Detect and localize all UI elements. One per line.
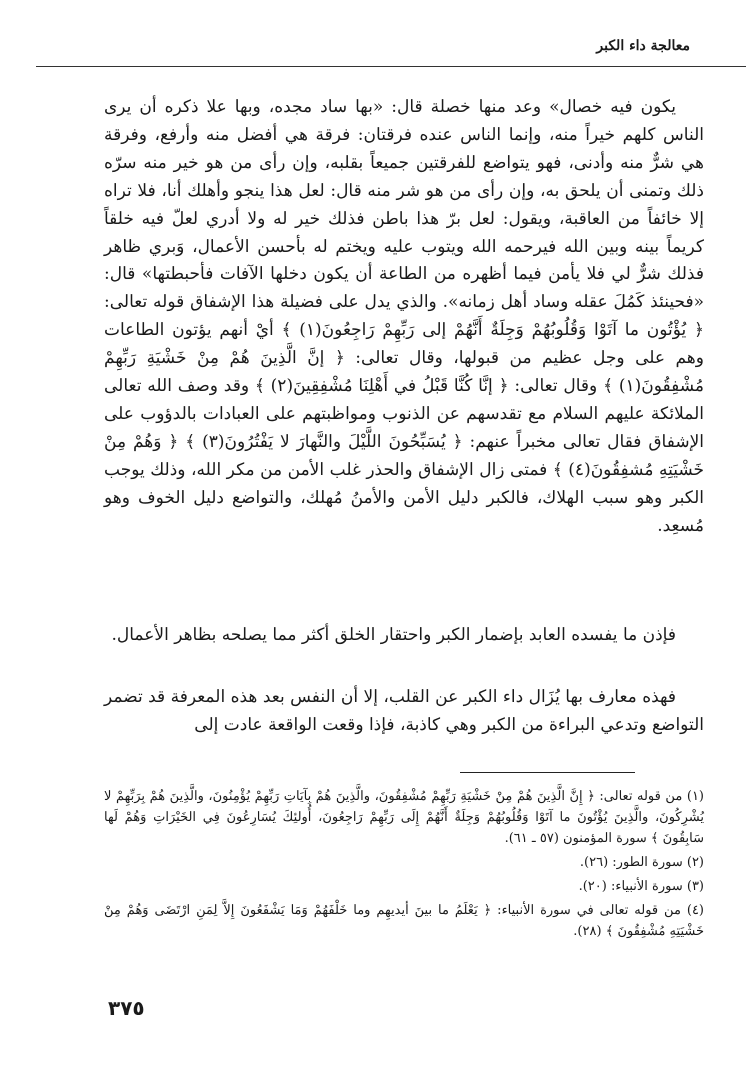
footnote-4: (٤) من قوله تعالى في سورة الأنبياء: ﴿ يَعْلَمُ ما بينَ أيديهِم وما خَلْفَهُمْ وَمَا يَشْفَعُونَ إِلاَّ لِمَنِ ارْتَضَى وَهُمْ مِنْ خَشْيَتِهِ مُشْفِقُونَ ﴾ (٢٨). — [104, 903, 704, 939]
footnote-divider — [460, 772, 635, 773]
body-paragraph-continuation — [104, 684, 704, 740]
running-title: معالجة داء الكبر — [596, 38, 690, 54]
footnote-3: (٣) سورة الأنبياء: (٢٠). — [578, 879, 704, 894]
footnote-2: (٢) سورة الطور: (٢٦). — [579, 855, 704, 870]
footnote-1: (١) من قوله تعالى: ﴿ إِنَّ الَّذِينَ هُمْ مِنْ خَشْيَةِ رَبِّهِمْ مُشْفِقُونَ، والَّذِينَ هُمْ بِآيَاتِ رَبِّهِمْ يُؤْمِنُونَ، والَّذِينَ هُمْ بِرَبِّهِمْ لا يُشْرِكُونَ، والَّذِينَ يُؤْتُونَ ما آتَوْا وَقُلُوبُهُمْ وَجِلَةٌ أَنَّهُمْ إِلَى رَبِّهِمْ رَاجِعُونَ، أُولئِكَ يُسَارِعُونَ فِي الخَيْرَاتِ وَهُمْ لَها سَابِقُونَ ﴾ سورة المؤمنون (٥٧ ـ ٦١). — [104, 789, 704, 846]
page-header — [36, 38, 746, 67]
body-paragraph-conclusion — [104, 622, 704, 650]
paragraph-text: يكون فيه خصال» وعد منها خصلة قال: «بها ساد مجده، وبها علا ذكره أن يرى الناس كلهم خيراً منه، وإنما الناس عنده فرقتان: فرقة هي أفضل منه وأرفع، وفرقة هي شرٌّ منه وأدنى، فهو يتواضع للفرقتين جميعاً بقلبه، وإن رأى من هو خير منه سرّه ذلك وتمنى أن يلحق به، وإن رأى من هو شر منه قال: لعل هذا ينجو وأهلك أنا، فلا تراه إلا خائفاً من العاقبة، ويقول: لعل برّ هذا باطن فذلك خير له ولا أدري لعلّ فيه خلقاً كريماً بينه وبين الله فيرحمه الله ويتوب عليه ويختم له بأحسن الأعمال، وَبري ظاهر فذلك شرٌّ لي فلا يأمن فيما أظهره من الطاعة أن يكون دخلها الآفات فأحبطتها» قال: «فحينئذ كَمُلَ عقله وساد أهل زمانه». والذي يدل على فضيلة هذا الإشفاق قوله تعالى: ﴿ يُؤْتُون ما آتَوْا وَقُلُوبُهُمْ وَجِلَةٌ أَنَّهُمْ إلى رَبِّهِمْ رَاجِعُونَ(١) ﴾ أيْ أنهم يؤتون الطاعات وهم على وجل عظيم من قبولها، وقال تعالى: ﴿ إنَّ الَّذِينَ هُمْ مِنْ خَشْيَةِ رَبِّهِمْ مُشْفِقُونَ(١) ﴾ وقال تعالى: ﴿ إنَّا كُنَّا قَبْلُ في أَهْلِنَا مُشْفِقِينَ(٢) ﴾ وقد وصف الله تعالى الملائكة عليهم السلام مع تقدسهم عن الذنوب ومواظبتهم على العبادات بالدؤوب على الإشفاق فقال تعالى مخبراً عنهم: ﴿ يُسَبِّحُونَ اللَّيْلَ والنَّهارَ لا يَفْتُرُونَ(٣) ﴾ ﴿ وَهُمْ مِنْ خَشْيَتِهِ مُشفِقُونَ(٤) ﴾ فمتى زال الإشفاق والحذر غلب الأمن من مكر الله، وذلك يوجب الكبر وهو سبب الهلاك، فالكبر دليل الأمن والأمنُ مُهلك، والتواضع دليل الخوف وهو مُسعِد. — [104, 97, 705, 536]
body-paragraph-main — [104, 94, 704, 541]
footnotes-section — [104, 786, 704, 945]
paragraph-text: فإذن ما يفسده العابد بإضمار الكبر واحتقار الخلق أكثر مما يصلحه بظاهر الأعمال. — [111, 625, 676, 645]
page-number: ٣٧٥ — [108, 996, 145, 1020]
paragraph-text: فهذه معارف بها يُزَال داء الكبر عن القلب، إلا أن النفس بعد هذه المعرفة قد تضمر التواضع وتدعي البراءة من الكبر وهي كاذبة، فإذا وقعت الواقعة عادت إلى — [104, 687, 704, 735]
